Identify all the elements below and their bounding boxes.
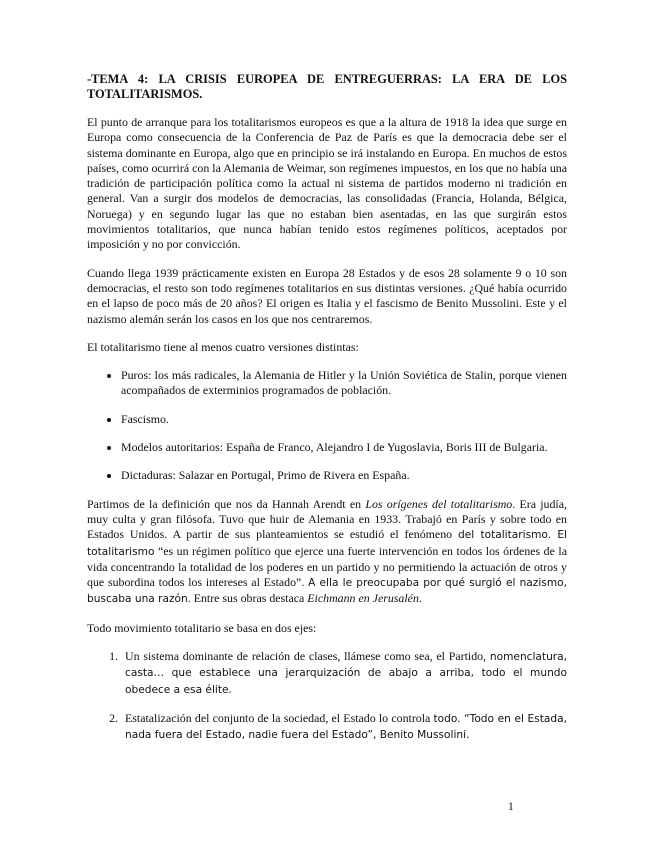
- document-title: -TEMA 4: LA CRISIS EUROPEA DE ENTREGUERRAS: LA ERA DE LOS TOTALITARISMOS.: [87, 72, 567, 101]
- paragraph-intro: El punto de arranque para los totalitarismos europeos es que a la altura de 1918 la idea que surge en Europa como consecuencia de la Conferencia de Paz de París es que la democracia debe ser el sistema dominante en Europa, algo que en principio se irá instalando en Europa. En muchos de estos países, como ocurrirá con la Alemania de Weimar, son regímenes impuestos, en los que no había una tradición de participación política como la actual ni sistema de partidos moderno ni tradición en general. Van a surgir dos modelos de democracias, las consolidadas (Francia, Holanda, Bélgica, Noruega) y en segundo lugar las que no estaban bien asentadas, en las que surgirán estos movimientos totalitarios, que nunca habían tenido estos regímenes políticos, aceptados por imposición y no por convicción.: [87, 115, 567, 252]
- document-body: [87, 72, 567, 757]
- list-item: • Fascismo.: [121, 412, 567, 427]
- list-item: • Puros: los más radicales, la Alemania de Hitler y la Unión Soviética de Stalin, porque vienen acompañados de exterminios programados de población.: [121, 368, 567, 399]
- book-title: Los orígenes del totalitarismo: [365, 496, 513, 511]
- paragraph-versions-intro: El totalitarismo tiene al menos cuatro versiones distintas:: [87, 339, 359, 354]
- list-item: 1. Un sistema dominante de relación de clases, llámese como sea, el Partido, nomenclatura, casta… que establece una jerarquización de abajo a arriba, todo el mundo obedece a esa élite.: [121, 649, 567, 698]
- list-item: • Modelos autoritarios: España de Franco, Alejandro I de Yugoslavia, Boris III de Bulgaria.: [121, 440, 567, 455]
- paragraph-arendt: Partimos de la definición que nos da Hannah Arendt en Los orígenes del totalitarismo. Era judía, muy culta y gran filósofa. Tuvo que huir de Alemania en 1933. Trabajó en París y sobre todo en Estados Unidos. A partir de sus planteamientos se estudió el fenómeno del totalitarismo. El totalitarismo “es un régimen político que ejerce una fuerte intervención en todos los órdenes de la vida concentrando la totalidad de los poderes en un partido y no permitiendo la actuación de otros y que subordina todos los intereses al Estado”. A ella le preocupaba por qué surgió el nazismo, buscaba una razón. Entre sus obras destaca Eichmann en Jerusalén.: [87, 496, 568, 606]
- paragraph-1939: Cuando llega 1939 prácticamente existen en Europa 28 Estados y de esos 28 solamente 9 o 10 son democracias, el resto son todo regímenes totalitarios en sus distintas versiones. ¿Qué había ocurrido en el lapso de poco más de 20 años? El origen es Italia y el fascismo de Benito Mussolini. Este y el nazismo alemán serán los casos en los que nos centraremos.: [87, 265, 567, 326]
- book-title: Eichmann en Jerusalén: [307, 591, 419, 606]
- axes-list: [87, 649, 567, 743]
- paragraph-axes-intro: Todo movimiento totalitario se basa en dos ejes:: [87, 620, 317, 635]
- list-item: 2. Estatalización del conjunto de la sociedad, el Estado lo controla todo. “Todo en el Estada, nada fuera del Estado, nadie fuera del Estado”, Benito Mussolini.: [121, 711, 567, 744]
- versions-list: [87, 368, 567, 483]
- page-number: 1: [508, 801, 514, 813]
- list-item: • Dictaduras: Salazar en Portugal, Primo de Rivera en España.: [121, 468, 567, 483]
